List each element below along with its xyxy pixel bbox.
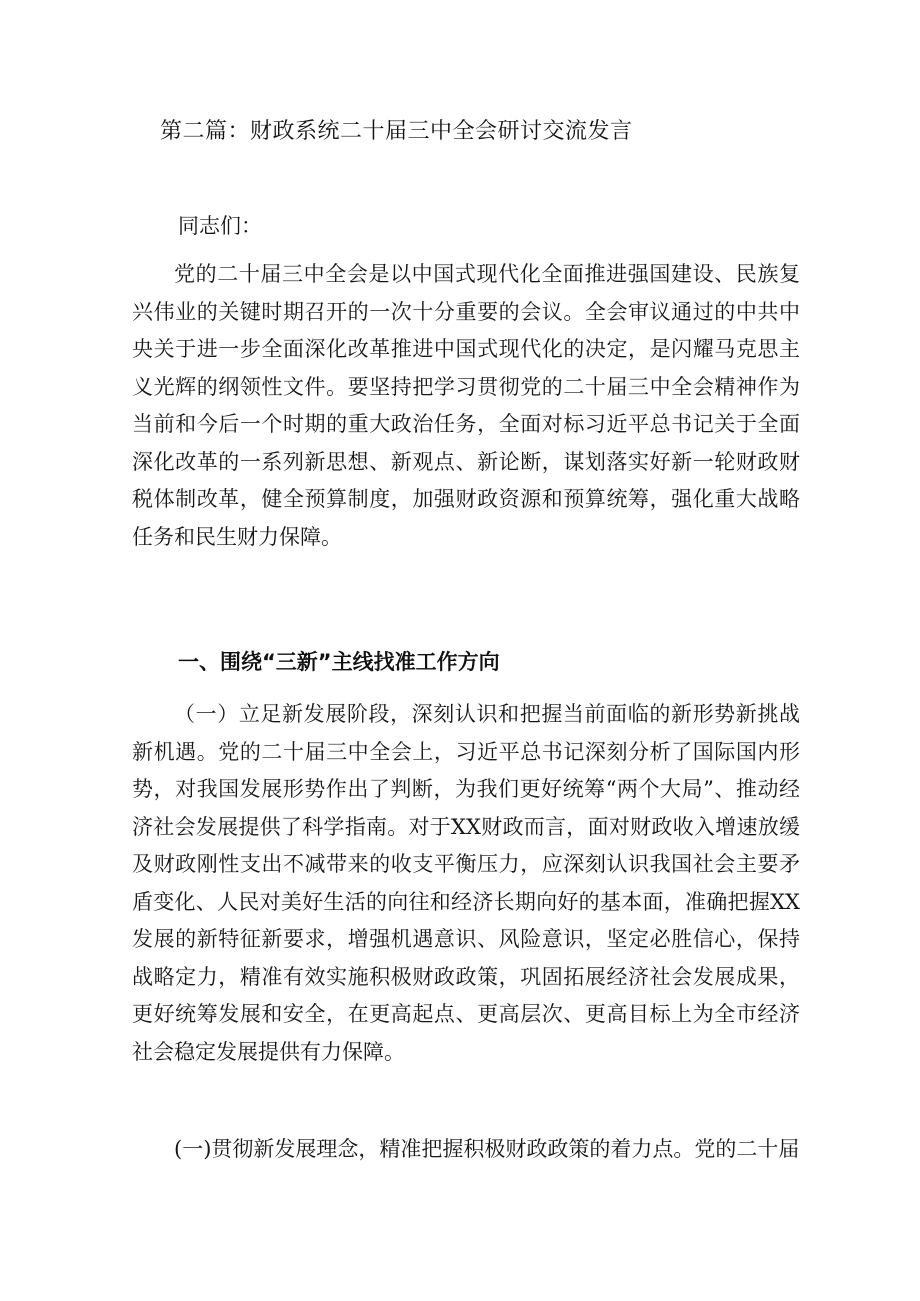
salutation: 同志们： <box>178 214 262 238</box>
paragraph-section-1-item-1: （一）立足新发展阶段，深刻认识和把握当前面临的新形势新挑战新机遇。党的二十届三中全会上，习近平总书记深刻分析了国际国内形势，对我国发展形势作出了判断，为我们更好统筹“两个大局”、推动经济社会发展提供了科学指南。对于XX财政而言，面对财政收入增速放缓及财政刚性支出不减带来的收支平衡压力，应深刻认识我国社会主要矛盾变化、人民对美好生活的向往和经济长期向好的基本面，准确把握XX发展的新特征新要求，增强机遇意识、风险意识，坚定必胜信心，保持战略定力，精准有效实施积极财政政策，巩固拓展经济社会发展成果，更好统筹发展和安全，在更高起点、更高层次、更高目标上为全市经济社会稳定发展提供有力保障。 <box>132 702 800 1064</box>
paragraph-intro: 党的二十届三中全会是以中国式现代化全面推进强国建设、民族复兴伟业的关键时期召开的一次十分重要的会议。全会审议通过的中共中央关于进一步全面深化改革推进中国式现代化的决定，是闪耀马克思主义光辉的纲领性文件。要坚持把学习贯彻党的二十届三中全会精神作为当前和今后一个时期的重大政治任务，全面对标习近平总书记关于全面深化改革的一系列新思想、新观点、新论断，谋划落实好新一轮财政财税体制改革，健全预算制度，加强财政资源和预算统筹，强化重大战略任务和民生财力保障。 <box>132 262 800 549</box>
section-heading-1: 一、围绕“三新”主线找准工作方向 <box>178 650 500 674</box>
paragraph-section-1-item-2: (一)贯彻新发展理念，精准把握积极财政政策的着力点。党的二十届 <box>174 1137 800 1161</box>
document-title: 第二篇：财政系统二十届三中全会研讨交流发言 <box>160 119 633 144</box>
